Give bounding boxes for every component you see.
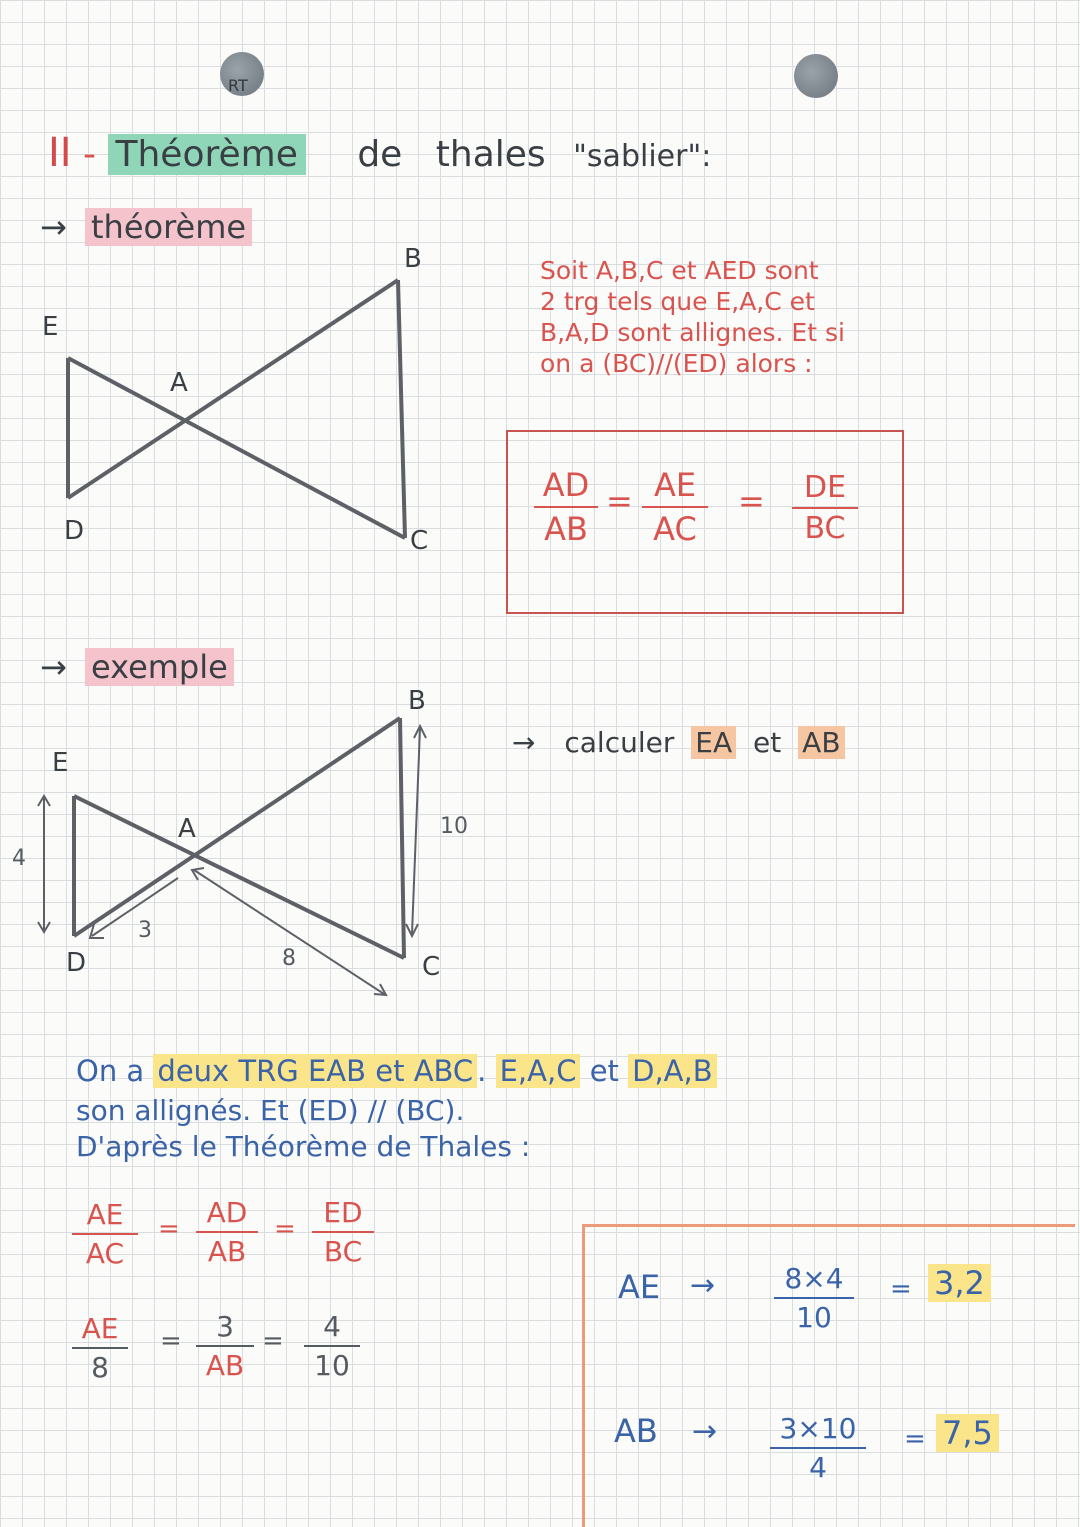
calc-AE-result: 3,2 [928, 1264, 991, 1302]
calc-AB-result: 7,5 [936, 1414, 999, 1452]
example-arrow: → [40, 648, 67, 686]
statement-line-3: B,A,D sont allignes. Et si [540, 318, 845, 347]
segment-EC [74, 796, 404, 958]
section-number: II [48, 130, 72, 176]
solution-period: . [477, 1054, 487, 1088]
theorem-point-D: D [64, 516, 85, 546]
section-dash: - [83, 134, 97, 175]
segment-DB [74, 718, 400, 936]
binder-hole-right [794, 54, 838, 98]
solution-on-a: On a [76, 1054, 145, 1088]
calc-AB-label: AB [614, 1412, 658, 1450]
theorem-arrow: → [40, 208, 67, 246]
example-point-A: A [178, 814, 196, 844]
title-word-sablier: "sablier": [573, 139, 712, 174]
task-and: et [753, 726, 782, 759]
theorem-statement [540, 255, 845, 379]
segment-BC [398, 280, 405, 538]
measure-arrow-DA [92, 878, 178, 936]
statement-line-1: Soit A,B,C et AED sont [540, 256, 819, 285]
theorem-point-A: A [170, 368, 188, 398]
calc-AE-arrow: → [690, 1268, 716, 1303]
solution-line-2: son allignés. Et (ED) // (BC). [76, 1094, 465, 1127]
formula-equals-2: = [738, 482, 765, 520]
solution-and: et [589, 1054, 619, 1088]
title-word-de: de [357, 134, 403, 175]
solution-two-triangles: deux TRG EAB et ABC [153, 1054, 477, 1088]
example-point-C: C [422, 952, 441, 982]
theorem-heading-text: théorème [85, 208, 252, 246]
example-point-D: D [66, 948, 87, 978]
ratio2-equals-1: = [160, 1326, 182, 1356]
measure-arrow-BC [412, 728, 420, 934]
title-word-thales: thales [435, 134, 546, 175]
solution-points-DAB: D,A,B [628, 1054, 717, 1088]
ratio2-equals-2: = [262, 1326, 284, 1356]
calc-AE-equals: = [890, 1274, 912, 1304]
hole-annotation: RT [228, 76, 248, 95]
formula-fraction-DE-BC: DE BC [792, 470, 858, 546]
example-heading [40, 648, 234, 686]
task-EA: EA [691, 726, 736, 759]
example-task [512, 726, 845, 759]
measure-AC: 8 [282, 946, 296, 971]
measure-ED: 4 [12, 846, 26, 871]
theorem-point-B: B [404, 244, 422, 274]
example-heading-text: exemple [85, 648, 234, 686]
statement-line-2: 2 trg tels que E,A,C et [540, 287, 815, 316]
ratio1-AE-AC: AE AC [72, 1198, 138, 1270]
measure-BC: 10 [440, 814, 468, 839]
ratio2-3-AB: 3 AB [196, 1310, 254, 1382]
section-title [48, 130, 711, 176]
formula-fraction-AE-AC: AE AC [642, 466, 708, 548]
formula-equals-1: = [606, 482, 633, 520]
calc-AB-equals: = [904, 1424, 926, 1454]
ratio2-AE-8: AE 8 [72, 1312, 128, 1384]
calc-AB-fraction: 3×10 4 [770, 1412, 866, 1484]
solution-points-EAC: E,A,C [496, 1054, 581, 1088]
task-text: calculer [564, 726, 675, 759]
example-point-B: B [408, 686, 426, 716]
statement-line-4: on a (BC)//(ED) alors : [540, 349, 813, 378]
ratio1-equals-2: = [274, 1214, 296, 1244]
task-arrow: → [512, 726, 536, 759]
title-word-theoreme: Théorème [108, 134, 306, 175]
theorem-point-E: E [42, 312, 59, 342]
calc-AB-arrow: → [692, 1414, 718, 1449]
ratio2-4-10: 4 10 [304, 1310, 360, 1382]
ratio1-AD-AB: AD AB [196, 1196, 258, 1268]
task-AB: AB [798, 726, 844, 759]
solution-line-1 [76, 1054, 717, 1088]
example-point-E: E [52, 748, 69, 778]
measure-DA: 3 [138, 918, 152, 943]
solution-line-3: D'après le Théorème de Thales : [76, 1130, 531, 1163]
ratio1-ED-BC: ED BC [312, 1196, 374, 1268]
ratio1-equals-1: = [158, 1214, 180, 1244]
segment-DB [68, 280, 398, 498]
segment-BC [400, 718, 404, 958]
calc-AE-label: AE [618, 1268, 661, 1306]
theorem-point-C: C [410, 526, 429, 556]
formula-fraction-AD-AB: AD AB [534, 466, 598, 548]
calc-AE-fraction: 8×4 10 [774, 1262, 854, 1334]
